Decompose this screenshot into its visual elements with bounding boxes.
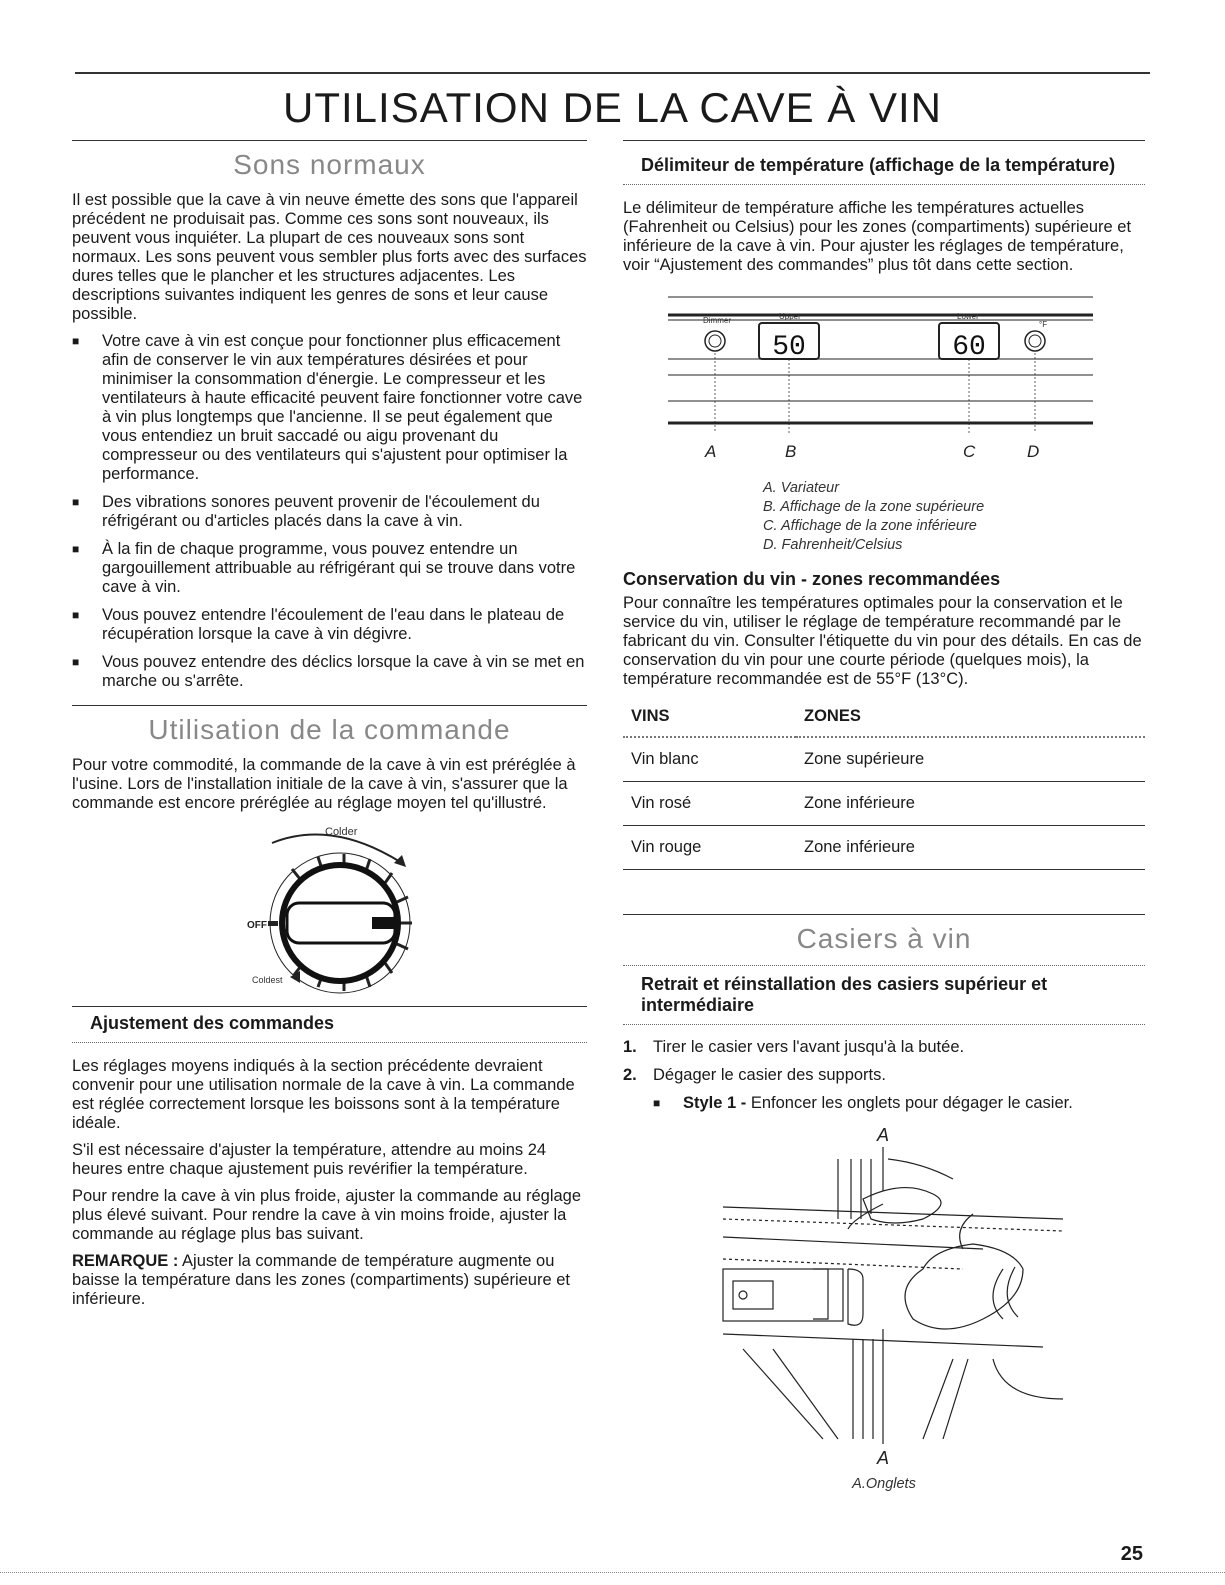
column-header-zones: ZONES [796, 697, 1145, 737]
table-row [623, 737, 1145, 782]
upper-label: Upper [779, 312, 801, 321]
letter-b: B [785, 442, 797, 461]
left-column [72, 140, 587, 1317]
table-row [623, 782, 1145, 826]
legend-item: A. Variateur [763, 480, 840, 496]
step-text: Tirer le casier vers l'avant jusqu'à la butée. [653, 1038, 965, 1056]
ajustement-p2: S'il est nécessaire d'ajuster la température, attendre au moins 24 heures entre chaque ajustement puis revérifier la température. [72, 1141, 547, 1178]
dial-off-label: OFF [247, 920, 267, 931]
table-cell: Vin rosé [623, 782, 796, 826]
section-rule [72, 705, 587, 706]
legend-item: D. Fahrenheit/Celsius [763, 537, 903, 553]
column-header-vins: VINS [623, 697, 796, 737]
letter-d: D [1027, 442, 1040, 461]
step-number: 2. [623, 1066, 637, 1084]
section-title-commande: Utilisation de la commande [148, 714, 511, 745]
sons-intro: Il est possible que la cave à vin neuve émette des sons que l'appareil précédent ne produisait pas. Comme ces sons sont nouveaux, ils peuvent vous inquiéter. La plupart de ces nouveaux sons sont normaux. Les sons peuvent vous sembler plus forts avec des surfaces dures telles que le plancher et les structures adjacentes. Les descriptions suivantes indiquent les genres de sons et leur cause possible. [72, 191, 587, 323]
subhead-casiers: Retrait et réinstallation des casiers supérieur et intermédiaire [641, 974, 1048, 1015]
table-header-row [623, 697, 1145, 737]
table-cell: Zone supérieure [796, 737, 1145, 782]
list-item: ■ Votre cave à vin est conçue pour fonctionner plus efficacement afin de conserver le vin aux températures désirées et pour minimiser la consommation d'énergie. Le compresseur et les ventilateurs à haute efficacité peuvent faire fonctionner votre cave à vin plus longtemps que l'ancienne. Il se peut également que vous entendiez un bruit saccadé ou aigu provenant du compresseur ou des ventilateurs qui s'ajustent pour optimiser la performance. [72, 332, 587, 484]
table-cell: Vin blanc [623, 737, 796, 782]
dotted-rule [623, 1024, 1145, 1025]
figure-label-bottom: A [877, 1448, 890, 1468]
table-cell: Zone inférieure [796, 826, 1145, 870]
page-title: UTILISATION DE LA CAVE À VIN [283, 84, 942, 131]
page-number: 25 [1120, 1543, 1143, 1565]
style-1-bullet [623, 1093, 1145, 1113]
subhead-delimiteur: Délimiteur de température (affichage de la température) [641, 155, 1116, 175]
bottom-rule [0, 1572, 1225, 1573]
dial-colder-label: Colder [325, 826, 358, 838]
dial-coldest-label: Coldest [252, 975, 283, 985]
ajustement-p1: Les réglages moyens indiqués à la section précédente devraient convenir pour une utilisation normale de la cave à vin. La commande est réglée correctement lorsque les boissons sont à la température idéale. [72, 1057, 575, 1132]
control-dial-figure [72, 821, 587, 996]
style-text: Enfoncer les onglets pour dégager le casier. [746, 1094, 1073, 1112]
rack-tabs-figure [623, 1119, 1145, 1474]
step-text: Dégager le casier des supports. [653, 1066, 886, 1084]
ajustement-note [72, 1252, 587, 1309]
sons-list [72, 332, 587, 691]
temperature-display-diagram [623, 293, 1145, 473]
conservation-text: Pour connaître les températures optimales pour la conservation et le service du vin, utiliser le réglage de température recommandé par le fabricant du vin. Consulter l'étiquette du vin pour des détails. En cas de conservation du vin pour une courte période (quelques mois), la température recommandée est de 55°F (13°C). [623, 594, 1142, 688]
note-text: Ajuster la commande de température augmente ou baisse la température dans les zones (compartiments) supérieure et inférieure. [72, 1252, 570, 1308]
dotted-rule [72, 1042, 587, 1043]
dotted-rule [623, 965, 1145, 966]
lower-label: Lower [957, 312, 979, 321]
letter-a: A [705, 442, 717, 461]
list-item: ■ À la fin de chaque programme, vous pouvez entendre un gargouillement attribuable au réfrigérant qui se trouve dans votre cave à vin. [72, 540, 587, 597]
section-rule [72, 1006, 587, 1007]
list-item [623, 1037, 1145, 1057]
ajustement-p3: Pour rendre la cave à vin plus froide, ajuster la commande au réglage plus élevé suivant. Pour rendre la cave à vin moins froide, ajuster la commande au réglage plus bas suivant. [72, 1187, 582, 1243]
figure-label-top: A [877, 1125, 890, 1145]
section-rule [623, 140, 1145, 141]
style-label: Style 1 - [683, 1094, 747, 1112]
delimiteur-text: Le délimiteur de température affiche les températures actuelles (Fahrenheit ou Celsius) pour les zones (compartiments) supérieure et inférieure de la cave à vin. Pour ajuster les réglages de température, voir “Ajustement des commandes” plus tôt dans cette section. [623, 199, 1132, 274]
dial-illustration [72, 821, 587, 996]
legend-item: C. Affichage de la zone inférieure [763, 518, 977, 534]
display-panel-illustration [623, 293, 1145, 473]
list-item: ■ Vous pouvez entendre l'écoulement de l'eau dans le plateau de récupération lorsque la cave à vin dégivre. [72, 606, 587, 644]
list-item: ■ Des vibrations sonores peuvent provenir de l'écoulement du réfrigérant ou d'articles placés dans la cave à vin. [72, 493, 587, 531]
section-rule [72, 140, 587, 141]
table-row [623, 826, 1145, 870]
lower-zone-display: 60 [952, 332, 986, 363]
diagram-legend [623, 479, 1145, 555]
unit-label: °F [1039, 320, 1048, 329]
note-label: REMARQUE : [72, 1252, 179, 1270]
subhead-conservation: Conservation du vin - zones recommandées [623, 569, 1001, 589]
table-cell: Vin rouge [623, 826, 796, 870]
letter-c: C [963, 442, 976, 461]
list-item: ■ Vous pouvez entendre des déclics lorsque la cave à vin se met en marche ou s'arrête. [72, 653, 587, 691]
commande-text: Pour votre commodité, la commande de la cave à vin est préréglée à l'usine. Lors de l'installation initiale de la cave à vin, s'assurer que la commande est encore préréglée au réglage moyen tel qu'illustré. [72, 756, 576, 812]
rack-illustration [623, 1119, 1145, 1474]
dimmer-label: Dimmer [703, 316, 731, 325]
top-rule [75, 72, 1150, 74]
section-rule [623, 914, 1145, 915]
steps-list [623, 1037, 1145, 1085]
table-cell: Zone inférieure [796, 782, 1145, 826]
figure-caption: A.Onglets [852, 1476, 916, 1492]
legend-item: B. Affichage de la zone supérieure [763, 499, 985, 515]
section-title-casiers: Casiers à vin [796, 923, 972, 954]
right-column [623, 140, 1145, 1492]
upper-zone-display: 50 [772, 332, 806, 363]
list-item [623, 1065, 1145, 1085]
step-number: 1. [623, 1038, 637, 1056]
subhead-ajustement: Ajustement des commandes [90, 1013, 335, 1033]
section-title-sons: Sons normaux [233, 149, 426, 180]
wine-zones-table [623, 697, 1145, 870]
dotted-rule [623, 184, 1145, 185]
